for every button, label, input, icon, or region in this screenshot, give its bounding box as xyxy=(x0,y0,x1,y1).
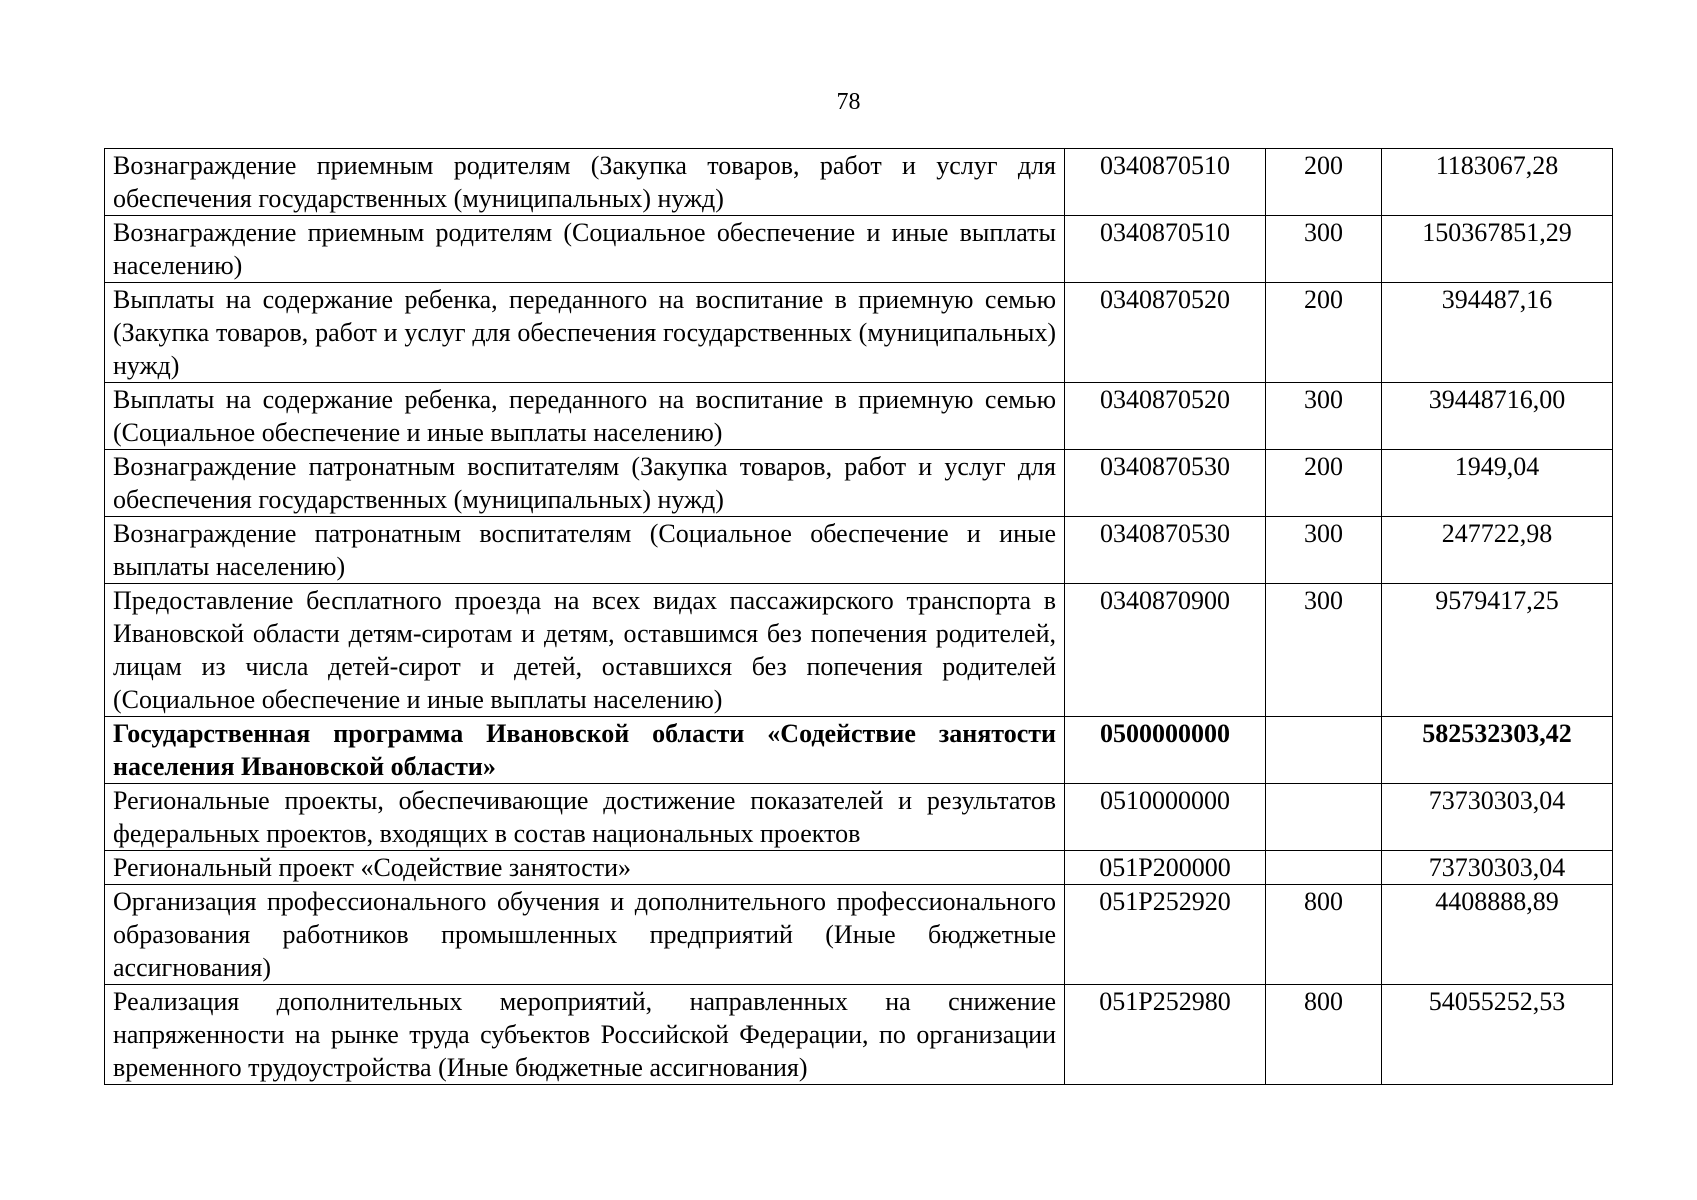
row-code-cell: 0340870510 xyxy=(1065,216,1266,283)
row-name-cell: Организация профессионального обучения и дополнительного профессионального образования работников промышленных предприятий (Иные бюджетные ассигнования) xyxy=(105,885,1065,985)
row-sum-cell: 9579417,25 xyxy=(1382,584,1613,717)
table-row xyxy=(105,383,1613,450)
row-expense-type-cell: 300 xyxy=(1266,517,1382,584)
row-expense-type-cell xyxy=(1266,784,1382,851)
row-code-cell: 0500000000 xyxy=(1065,717,1266,784)
table-body xyxy=(105,149,1613,1085)
row-code-cell: 0340870520 xyxy=(1065,383,1266,450)
table-row xyxy=(105,450,1613,517)
row-expense-type-cell: 800 xyxy=(1266,985,1382,1085)
table-row xyxy=(105,283,1613,383)
table-row xyxy=(105,584,1613,717)
row-expense-type-cell xyxy=(1266,717,1382,784)
table-row xyxy=(105,517,1613,584)
row-name-cell: Региональные проекты, обеспечивающие достижение показателей и результатов федеральных проектов, входящих в состав национальных проектов xyxy=(105,784,1065,851)
row-sum-cell: 394487,16 xyxy=(1382,283,1613,383)
row-code-cell: 0340870530 xyxy=(1065,450,1266,517)
table-row xyxy=(105,717,1613,784)
row-sum-cell: 54055252,53 xyxy=(1382,985,1613,1085)
row-name-cell: Реализация дополнительных мероприятий, направленных на снижение напряженности на рынке труда субъектов Российской Федерации, по организации временного трудоустройства (Иные бюджетные ассигнования) xyxy=(105,985,1065,1085)
row-code-cell: 051P200000 xyxy=(1065,851,1266,885)
budget-table xyxy=(104,148,1613,1085)
row-code-cell: 0340870520 xyxy=(1065,283,1266,383)
row-name-cell: Вознаграждение приемным родителям (Социальное обеспечение и иные выплаты населению) xyxy=(105,216,1065,283)
row-code-cell: 051P252920 xyxy=(1065,885,1266,985)
row-expense-type-cell: 800 xyxy=(1266,885,1382,985)
page-number: 78 xyxy=(836,89,861,115)
row-name-cell: Вознаграждение патронатным воспитателям (Закупка товаров, работ и услуг для обеспечения государственных (муниципальных) нужд) xyxy=(105,450,1065,517)
row-expense-type-cell: 200 xyxy=(1266,283,1382,383)
table-row xyxy=(105,149,1613,216)
row-sum-cell: 582532303,42 xyxy=(1382,717,1613,784)
row-name-cell: Выплаты на содержание ребенка, переданного на воспитание в приемную семью (Социальное обеспечение и иные выплаты населению) xyxy=(105,383,1065,450)
row-sum-cell: 1183067,28 xyxy=(1382,149,1613,216)
row-sum-cell: 247722,98 xyxy=(1382,517,1613,584)
row-sum-cell: 73730303,04 xyxy=(1382,784,1613,851)
row-name-cell: Государственная программа Ивановской области «Содействие занятости населения Ивановской области» xyxy=(105,717,1065,784)
table-row xyxy=(105,784,1613,851)
row-code-cell: 0510000000 xyxy=(1065,784,1266,851)
table-row xyxy=(105,216,1613,283)
row-code-cell: 0340870530 xyxy=(1065,517,1266,584)
row-sum-cell: 73730303,04 xyxy=(1382,851,1613,885)
table-row xyxy=(105,885,1613,985)
row-code-cell: 0340870510 xyxy=(1065,149,1266,216)
row-sum-cell: 150367851,29 xyxy=(1382,216,1613,283)
row-expense-type-cell: 200 xyxy=(1266,450,1382,517)
row-name-cell: Вознаграждение патронатным воспитателям (Социальное обеспечение и иные выплаты населению) xyxy=(105,517,1065,584)
row-sum-cell: 39448716,00 xyxy=(1382,383,1613,450)
row-name-cell: Выплаты на содержание ребенка, переданного на воспитание в приемную семью (Закупка товаров, работ и услуг для обеспечения государственных (муниципальных) нужд) xyxy=(105,283,1065,383)
row-code-cell: 051P252980 xyxy=(1065,985,1266,1085)
table-row xyxy=(105,985,1613,1085)
row-name-cell: Региональный проект «Содействие занятости» xyxy=(105,851,1065,885)
row-expense-type-cell: 300 xyxy=(1266,216,1382,283)
row-expense-type-cell xyxy=(1266,851,1382,885)
row-sum-cell: 4408888,89 xyxy=(1382,885,1613,985)
row-expense-type-cell: 200 xyxy=(1266,149,1382,216)
row-code-cell: 0340870900 xyxy=(1065,584,1266,717)
row-name-cell: Вознаграждение приемным родителям (Закупка товаров, работ и услуг для обеспечения государственных (муниципальных) нужд) xyxy=(105,149,1065,216)
row-expense-type-cell: 300 xyxy=(1266,584,1382,717)
table-row xyxy=(105,851,1613,885)
row-sum-cell: 1949,04 xyxy=(1382,450,1613,517)
row-name-cell: Предоставление бесплатного проезда на всех видах пассажирского транспорта в Ивановской области детям-сиротам и детям, оставшимся без попечения родителей, лицам из числа детей-сирот и детей, оставшихся без попечения родителей (Социальное обеспечение и иные выплаты населению) xyxy=(105,584,1065,717)
row-expense-type-cell: 300 xyxy=(1266,383,1382,450)
